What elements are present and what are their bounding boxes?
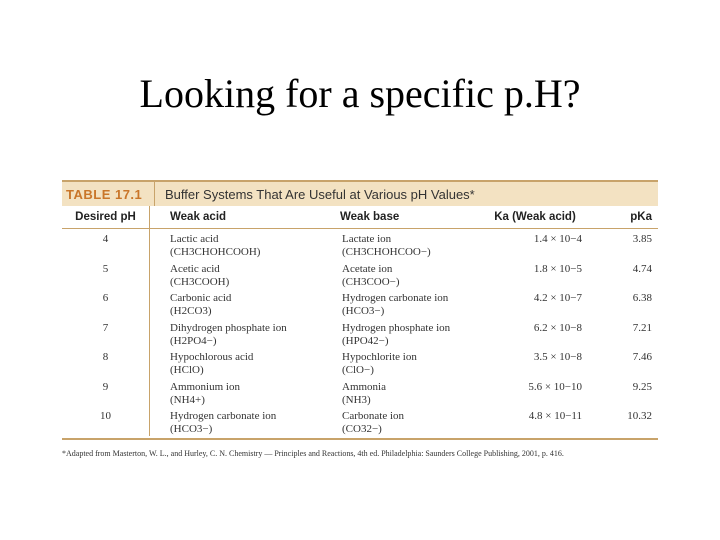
cell-pka: 7.46 [632, 351, 652, 363]
table-row [62, 318, 658, 348]
cell-pka: 10.32 [627, 410, 652, 422]
cell-weak-base [320, 259, 488, 289]
cell-pka: 3.85 [632, 233, 652, 245]
weak-base-name: Hydrogen phosphate ion [342, 321, 451, 334]
cell-ph: 7 [62, 318, 150, 348]
weak-base-formula: (ClO−) [342, 364, 374, 376]
table-caption: Buffer Systems That Are Useful at Various pH Values* [165, 186, 475, 202]
weak-acid-formula: (CH3CHOHCOOH) [170, 246, 261, 258]
weak-acid-formula: (H2PO4−) [170, 334, 217, 347]
table-header [62, 180, 658, 206]
table-body [62, 229, 658, 440]
table-row [62, 347, 658, 377]
table-footnote: *Adapted from Masterton, W. L., and Hurley, C. N. Chemistry — Principles and Reactions, 4th ed. Philadelphia: Saunders College Publishing, 2001, p. 416. [62, 449, 564, 458]
cell-weak-acid [150, 318, 320, 348]
cell-pka: 9.25 [632, 380, 652, 393]
weak-acid-formula: (HClO) [170, 364, 204, 376]
weak-acid-formula: (CH3COOH) [170, 275, 230, 288]
weak-acid-name: Carbonic acid [170, 292, 232, 304]
cell-ka: 1.4 × 10−4 [533, 233, 582, 245]
cell-ka: 5.6 × 10−10 [528, 380, 582, 393]
cell-ph: 6 [62, 288, 150, 318]
table-row [62, 259, 658, 289]
weak-base-formula: (HCO3−) [342, 305, 385, 317]
weak-base-formula: (CH3CHOHCOO−) [342, 246, 431, 258]
cell-ph: 4 [62, 229, 150, 259]
col-header-desired-ph: Desired pH [62, 206, 150, 228]
cell-weak-base [320, 347, 488, 377]
weak-base-formula: (CO32−) [342, 423, 382, 435]
weak-base-formula: (HPO42−) [342, 334, 389, 347]
column-headers [62, 206, 658, 229]
cell-ka: 4.2 × 10−7 [533, 292, 582, 304]
weak-base-name: Ammonia [342, 380, 386, 393]
weak-acid-formula: (HCO3−) [170, 423, 213, 435]
col-header-weak-acid: Weak acid [170, 211, 227, 223]
cell-weak-acid [150, 288, 320, 318]
weak-base-name: Lactate ion [342, 233, 392, 245]
col-header-ka: Ka (Weak acid) [494, 211, 576, 223]
weak-base-name: Acetate ion [342, 262, 393, 275]
weak-base-name: Hypochlorite ion [342, 351, 417, 363]
cell-weak-acid [150, 406, 320, 436]
table-row [62, 229, 658, 259]
table-label: TABLE 17.1 [62, 182, 155, 206]
cell-weak-acid [150, 377, 320, 407]
weak-acid-formula: (NH4+) [170, 393, 205, 406]
cell-ka: 4.8 × 10−11 [528, 410, 582, 422]
weak-acid-name: Lactic acid [170, 233, 219, 245]
col-header-pka: pKa [630, 211, 652, 223]
cell-weak-base [320, 229, 488, 259]
cell-weak-acid [150, 347, 320, 377]
weak-acid-name: Ammonium ion [170, 380, 240, 393]
weak-acid-name: Hydrogen carbonate ion [170, 410, 277, 422]
weak-acid-name: Hypochlorous acid [170, 351, 254, 363]
cell-pka: 6.38 [632, 292, 652, 304]
table-row [62, 377, 658, 407]
cell-weak-base [320, 377, 488, 407]
cell-weak-base [320, 288, 488, 318]
cell-weak-base [320, 318, 488, 348]
weak-base-name: Carbonate ion [342, 410, 405, 422]
cell-ka: 1.8 × 10−5 [533, 262, 582, 275]
cell-pka: 4.74 [632, 262, 652, 275]
cell-ph: 8 [62, 347, 150, 377]
table-row [62, 406, 658, 436]
cell-weak-acid [150, 229, 320, 259]
weak-acid-name: Acetic acid [170, 262, 220, 275]
cell-ka: 3.5 × 10−8 [533, 351, 582, 363]
col-header-weak-base: Weak base [340, 211, 400, 223]
cell-ph: 5 [62, 259, 150, 289]
buffer-table [62, 180, 658, 440]
slide-title: Looking for a specific p.H? [139, 71, 581, 116]
cell-ph: 10 [62, 406, 150, 436]
weak-base-name: Hydrogen carbonate ion [342, 292, 449, 304]
weak-base-formula: (NH3) [342, 393, 371, 406]
cell-weak-base [320, 406, 488, 436]
cell-ka: 6.2 × 10−8 [533, 321, 582, 334]
cell-weak-acid [150, 259, 320, 289]
cell-pka: 7.21 [632, 321, 652, 334]
weak-acid-formula: (H2CO3) [170, 305, 212, 317]
table-row [62, 288, 658, 318]
cell-ph: 9 [62, 377, 150, 407]
weak-base-formula: (CH3COO−) [342, 275, 400, 288]
weak-acid-name: Dihydrogen phosphate ion [170, 321, 287, 334]
